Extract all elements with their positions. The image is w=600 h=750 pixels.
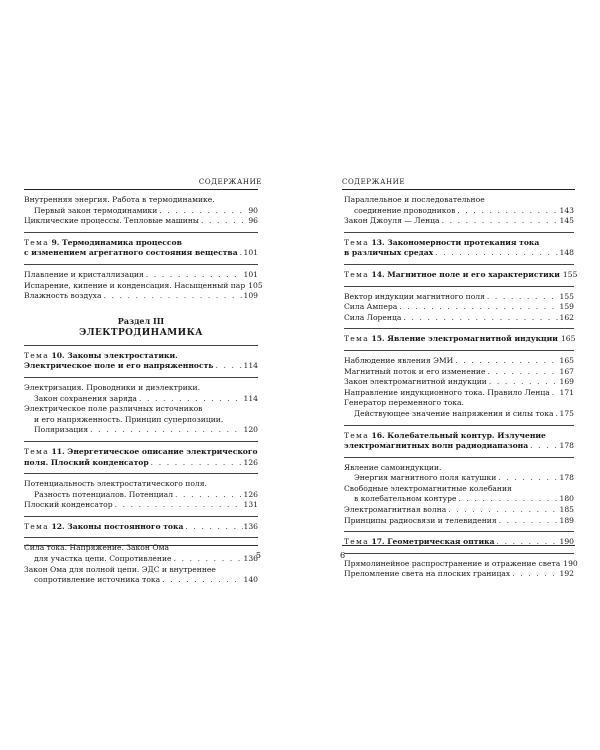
topic-15[interactable]: Тема 15. Явление электромагнитной индукции 165: [344, 334, 576, 344]
page-number: 6: [340, 551, 346, 560]
divider: [24, 441, 258, 442]
toc-entry[interactable]: Прямолинейное распространение и отражение света 190: [344, 558, 578, 568]
topic-12[interactable]: Тема 12. Законы постоянного тока . . . 136: [24, 522, 258, 533]
divider: [24, 377, 258, 378]
divider: [344, 553, 574, 554]
divider: [24, 264, 258, 265]
divider: [344, 350, 574, 351]
toc-entry[interactable]: Преломление света на плоских границах . . . 192: [344, 569, 574, 580]
toc-entry[interactable]: Вектор индукции магнитного поля . . . 155: [344, 292, 574, 303]
topic-9[interactable]: Тема 9. Термодинамика процессов с изменением агрегатного состояния вещества . . . 101: [24, 238, 258, 259]
page-number: 5: [255, 551, 261, 560]
toc-entry[interactable]: Наблюдение явления ЭМИ . . . 165: [344, 356, 574, 367]
toc-entry[interactable]: Закон электромагнитной индукции . . . 169: [344, 377, 574, 388]
toc-entry[interactable]: Электрическое поле различных источников и его напряженность. Принцип суперпозиции. Поляризация . . . 120: [24, 404, 258, 436]
toc-entry[interactable]: Испарение, кипение и конденсация. Насыщенный пар 105: [24, 280, 263, 290]
divider: [24, 345, 258, 346]
footer-rule: [342, 545, 575, 546]
topic-14[interactable]: Тема 14. Магнитное поле и его характеристики 155: [344, 269, 578, 279]
toc-entry[interactable]: Электромагнитная волна . . . 185: [344, 505, 574, 516]
divider: [24, 516, 258, 517]
running-header: СОДЕРЖАНИЕ: [342, 178, 406, 186]
topic-13[interactable]: Тема 13. Закономерности протекания тока в различных средах . . . 148: [344, 238, 574, 259]
right-page: [300, 0, 600, 750]
toc-entry[interactable]: Направление индукционного тока. Правило Ленца . . . 171: [344, 388, 574, 399]
divider: [344, 264, 574, 265]
toc-column-right: [344, 195, 578, 580]
toc-entry[interactable]: Свободные электромагнитные колебания в колебательном контуре . . . 180: [344, 484, 574, 505]
toc-entry[interactable]: Сила тока. Напряжение. Закон Ома для участка цепи. Сопротивление . . . 136: [24, 543, 258, 564]
divider: [344, 457, 574, 458]
divider: [344, 328, 574, 329]
topic-11[interactable]: Тема 11. Энергетическое описание электрического поля. Плоский конденсатор . . . 126: [24, 447, 258, 468]
divider: [24, 232, 258, 233]
topic-17[interactable]: Тема 17. Геометрическая оптика . . . 190: [344, 537, 574, 548]
toc-entry[interactable]: Внутренняя энергия. Работа в термодинамике. Первый закон термодинамики . . . 90: [24, 195, 258, 216]
toc-entry[interactable]: Магнитный поток и его изменение . . . 167: [344, 367, 574, 378]
toc-entry[interactable]: Закон Ома для полной цепи. ЭДС и внутреннее сопротивление источника тока . . . 140: [24, 565, 258, 586]
toc-entry[interactable]: Плоский конденсатор . . . 131: [24, 500, 258, 511]
toc-entry[interactable]: Сила Ампера . . . 159: [344, 302, 574, 313]
running-header: СОДЕРЖАНИЕ: [198, 178, 262, 186]
toc-entry[interactable]: Сила Лоренца . . . 162: [344, 313, 574, 324]
toc-entry[interactable]: Генератор переменного тока. Действующее значение напряжения и силы тока . . . 175: [344, 398, 574, 419]
header-rule: [24, 189, 258, 190]
divider: [344, 232, 574, 233]
topic-10[interactable]: Тема 10. Законы электростатики. Электрическое поле и его напряженность . . . 114: [24, 351, 258, 372]
toc-entry[interactable]: Плавление и кристаллизация . . . 101: [24, 270, 258, 281]
header-rule: [342, 189, 575, 190]
section-heading: Раздел III ЭЛЕКТРОДИНАМИКА: [79, 315, 203, 338]
toc-entry[interactable]: Закон Джоуля — Ленца . . . 145: [344, 216, 574, 227]
toc-entry[interactable]: Явление самоиндукции. Энергия магнитного поля катушки . . . 178: [344, 463, 574, 484]
toc-column-left: [24, 195, 263, 586]
divider: [344, 425, 574, 426]
toc-entry[interactable]: Влажность воздуха . . . 109: [24, 291, 258, 302]
toc-entry[interactable]: Принципы радиосвязи и телевидения . . . 189: [344, 516, 574, 527]
divider: [24, 537, 258, 538]
divider: [24, 473, 258, 474]
toc-entry[interactable]: Электризация. Проводники и диэлектрики. Закон сохранения заряда . . . 114: [24, 383, 258, 404]
toc-entry[interactable]: Потенциальность электростатического поля. Разность потенциалов. Потенциал . . . 126: [24, 479, 258, 500]
toc-entry[interactable]: Циклические процессы. Тепловые машины . . . 96: [24, 216, 258, 227]
toc-entry[interactable]: Параллельное и последовательное соединение проводников . . . 143: [344, 195, 574, 216]
divider: [344, 531, 574, 532]
footer-rule: [24, 545, 258, 546]
divider: [344, 286, 574, 287]
topic-16[interactable]: Тема 16. Колебательный контур. Излучение электромагнитных волн радиодиапазона . . . 178: [344, 431, 574, 452]
